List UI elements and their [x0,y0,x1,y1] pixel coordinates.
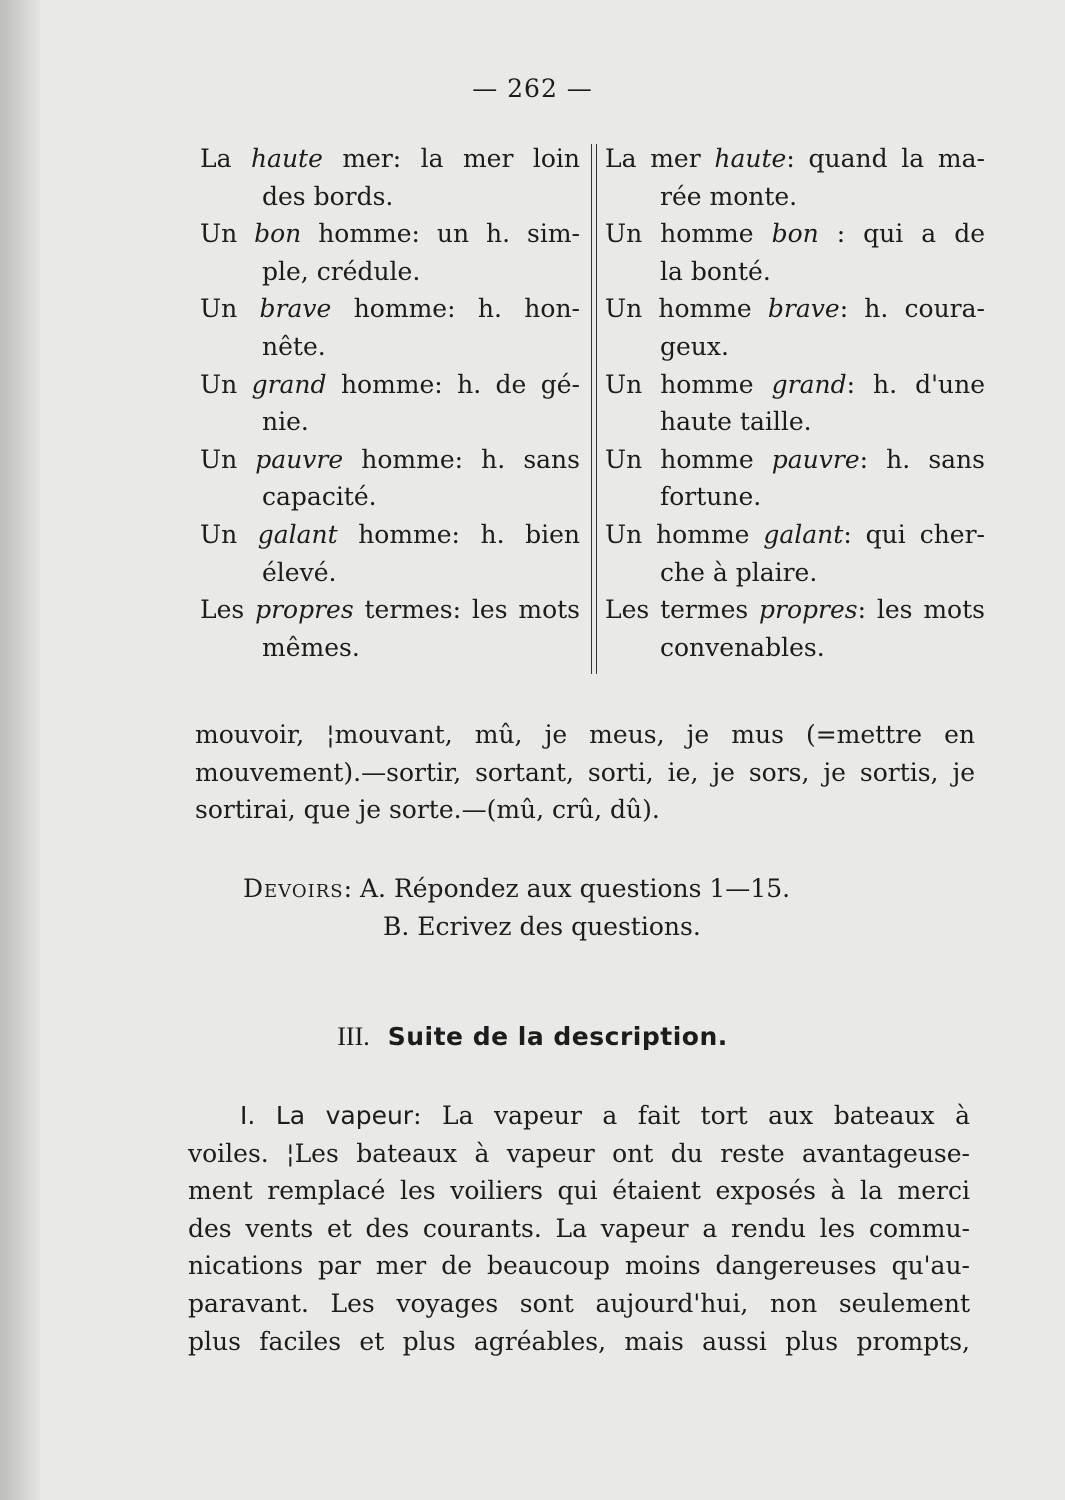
right-entry [605,366,985,441]
section-number: III. [337,1022,370,1051]
entry-prefix: Un homme [605,369,772,399]
right-entry-continuation: la bonté. [660,256,771,286]
column-divider [591,144,597,674]
entry-prefix: Un homme [605,294,768,324]
entry-adjective: pauvre [771,444,860,474]
entry-prefix: Un [200,444,256,474]
entry-adjective: galant [763,519,844,549]
body-lead: I. La vapeur [240,1101,414,1130]
entry-adjective: bon [771,219,819,249]
right-entry [605,215,985,290]
left-entry-continuation: nie. [262,407,309,437]
body-line: des vents et des courants. La vapeur a rendu les commu- [188,1213,970,1243]
left-entry-line [200,290,580,328]
entry-adjective: brave [767,294,840,324]
left-entry-line [200,591,580,629]
entry-adjective: haute [714,144,787,173]
devoirs-item-b: B. Ecrivez des questions. [383,912,701,941]
entry-prefix: Un [200,369,252,399]
entry-definition: : qui a de [818,219,985,249]
page-number: — 262 — [472,74,593,103]
entry-definition: : les mots [857,595,985,625]
right-entry-line [605,290,985,328]
section-heading [0,1022,1065,1052]
right-entry-line [605,140,985,178]
left-entry-continuation: des bords. [262,181,394,211]
right-entry [605,441,985,516]
left-entry [200,366,580,441]
entry-prefix: Un [200,519,258,549]
entry-prefix: Les [200,595,256,625]
body-paragraph [188,1097,970,1360]
right-entry-continuation: rée monte. [660,181,798,211]
entry-definition: : h. d'une [846,369,985,399]
left-column [200,140,580,666]
left-entry [200,140,580,215]
left-entry [200,591,580,666]
body-line [188,1097,970,1135]
body-line: nications par mer de beaucoup moins dangereuses qu'au- [188,1251,970,1281]
right-entry [605,140,985,215]
body-line: plus faciles et plus agréables, mais aussi plus prompts, [188,1326,970,1356]
right-entry [605,516,985,591]
entry-prefix: Un [200,294,260,324]
left-entry [200,290,580,365]
entry-definition: homme: h. bien [337,519,580,549]
right-column [605,140,985,666]
entry-adjective: pauvre [255,444,344,474]
entry-definition: homme: h. sans [343,444,580,474]
entry-definition: termes: les mots [353,595,580,625]
right-entry-continuation: geux. [660,331,729,361]
entry-definition: : quand la ma- [786,144,985,173]
right-entry-continuation: haute taille. [660,407,812,437]
right-entry-line [605,215,985,253]
entry-adjective: brave [259,294,332,324]
right-entry-line [605,591,985,629]
entry-prefix: Un homme [605,444,772,474]
right-entry-line [605,441,985,479]
entry-adjective: galant [257,519,338,549]
left-entry-line [200,516,580,554]
right-entry-continuation: che à plaire. [660,557,818,587]
entry-definition: mer: la mer loin [322,144,580,173]
verb-paragraph [195,716,975,829]
right-entry-continuation: convenables. [660,632,825,662]
devoirs-label: Devoirs [243,874,344,903]
verb-line: mouvement).—sortir, sortant, sorti, ie, je sors, je sortis, je [195,757,975,787]
left-entry [200,441,580,516]
devoirs-item-a: : A. Répondez aux questions 1—15. [343,874,791,903]
entry-prefix: Un homme [605,219,772,249]
right-entry-line [605,366,985,404]
entry-definition: : h. sans [859,444,985,474]
right-entry [605,290,985,365]
left-entry-line [200,215,580,253]
entry-adjective: propres [759,595,858,625]
left-entry-continuation: élevé. [262,557,337,587]
left-entry-line [200,441,580,479]
right-entry-line [605,516,985,554]
verb-line: sortirai, que je sorte.—(mû, crû, dû). [195,795,660,824]
entry-definition: homme: un h. sim- [301,219,580,249]
entry-prefix: La [200,144,251,173]
left-entry-line [200,366,580,404]
entry-prefix: Les termes [605,595,760,625]
entry-adjective: grand [771,369,847,399]
right-entry-continuation: fortune. [660,482,762,512]
entry-prefix: Un homme [605,519,764,549]
left-entry-continuation: capacité. [262,482,377,512]
entry-definition: : qui cher- [843,519,985,549]
entry-adjective: grand [251,369,327,399]
entry-prefix: La mer [605,144,715,173]
section-title: Suite de la description. [387,1022,728,1051]
body-line: ment remplacé les voiliers qui étaient exposés à la merci [188,1176,970,1206]
entry-definition: : h. coura- [839,294,985,324]
verb-line: mouvoir, ¦mouvant, mû, je meus, je mus (=mettre en [195,720,975,749]
entry-definition: homme: h. de gé- [326,369,580,399]
left-entry [200,215,580,290]
entry-adjective: propres [255,595,354,625]
entry-prefix: Un [200,219,255,249]
left-entry [200,516,580,591]
left-entry-continuation: nête. [262,331,326,361]
left-entry-line [200,140,580,178]
body-line-text: : La vapeur a fait tort aux bateaux à [413,1101,970,1130]
entry-adjective: bon [254,219,302,249]
body-line: voiles. ¦Les bateaux à vapeur ont du reste avantageuse- [188,1138,970,1168]
left-entry-continuation: ple, crédule. [262,256,421,286]
entry-definition: homme: h. hon- [331,294,580,324]
body-line: paravant. Les voyages sont aujourd'hui, non seulement [188,1288,970,1318]
entry-adjective: haute [250,144,323,173]
left-entry-continuation: mêmes. [262,632,360,662]
right-entry [605,591,985,666]
devoirs-block [243,870,943,946]
